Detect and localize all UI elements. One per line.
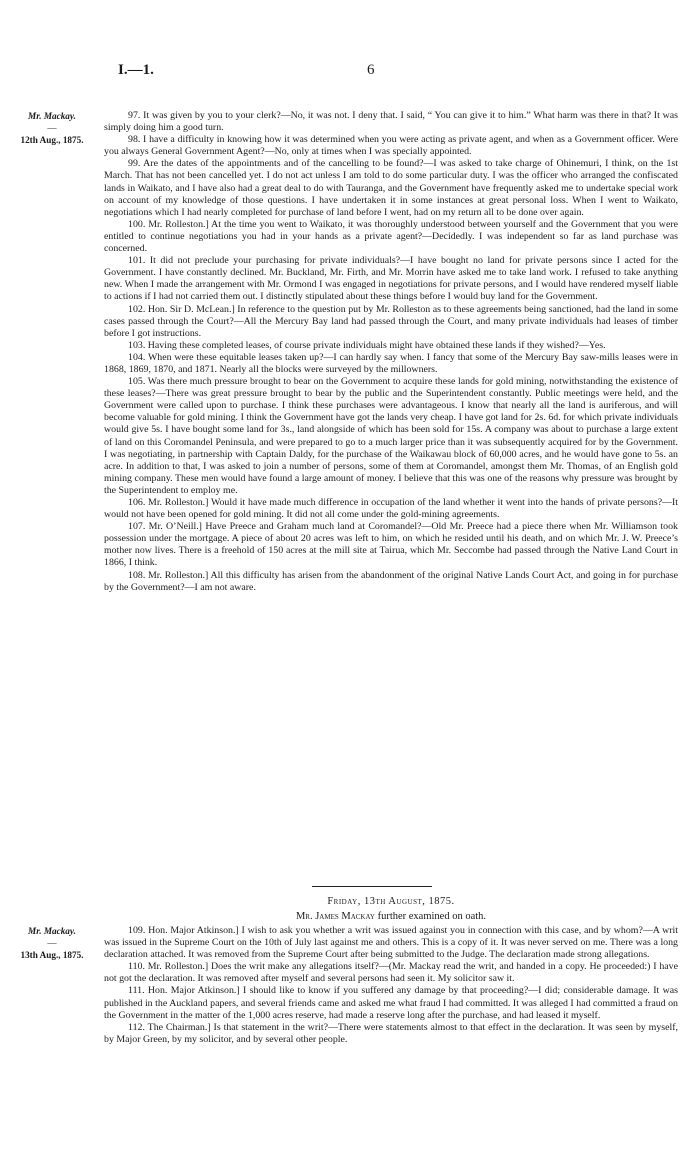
margin-note	[4, 110, 100, 146]
evidence-section-12-aug	[20, 110, 678, 594]
margin-witness: Mr. Mackay.	[28, 111, 76, 121]
question-97: 97. It was given by you to your clerk?—No, it was not. I deny that. I said, “ You can give it to him.” What harm was there in that? It was simply doing him a good turn.	[104, 110, 678, 134]
question-105: 105. Was there much pressure brought to bear on the Government to acquire these lands for gold mining, notwithstanding the existence of these leases?—There was great pressure brought to bear by the public and the Superintendent constantly. Public meetings were held, and the Government were called upon to purchase. I think these purchases were advantageous. I know that nearly all the land is auriferous, and will become valuable for gold mining. I think the Government have got the lands very cheap. I have got land for 2s. 6d. for which private individuals would give 5s. I have bought some land for 3s., land alongside of which has been sold for 15s. A company was about to purchase a large extent of land on this Coromandel Peninsula, and were prepared to go to a much larger price than it was subsequently acquired for by the Government. I was negotiating, in partnership with Captain Daldy, for the purchase of the Waikawau block of 60,000 acres, and he would have gone to 5s. an acre. In addition to that, I was asked to join a number of persons, some of them at Coromandel, amongst them Mr. Thomas, of an English gold mining company. These men would have found a large amount of money. I believe that this was one of the reasons why pressure was brought by the Superintendent to employ me.	[104, 376, 678, 496]
section-divider	[312, 886, 432, 887]
question-103: 103. Having these completed leases, of course private individuals might have obtained these lands if they wished?—Yes.	[128, 339, 606, 351]
question-112: 112. The Chairman.] Is that statement in the writ?—There were statements almost to that effect in the declaration. It was seen by myself, by Major Green, by my solicitor, and by several other people.	[104, 1021, 678, 1045]
section-body	[104, 925, 678, 1046]
paper-reference: I.—1.	[118, 62, 154, 78]
margin-note	[4, 925, 100, 961]
question-106: 106. Mr. Rolleston.] Would it have made much difference in occupation of the land whether it went into the hands of private persons?—It would not have been opened for gold mining. It did not all come under the gold-mining agreements.	[104, 497, 678, 521]
question-111: 111. Hon. Major Atkinson.] I should like to know if you suffered any damage by that proceeding?—I did; considerable damage. It was published in the Auckland papers, and several friends came and asked me what fraud I had committed. It was alleged I had committed a fraud on the Government in the matter of the 1,000 acres reserve, had made a reserve long after the purchase, and had leased it myself.	[104, 985, 678, 1021]
question-100: 100. Mr. Rolleston.] At the time you went to Waikato, it was thoroughly understood between yourself and the Government that you were entitled to continue negotiations you had in your hands as a private agent?—Decidedly. I was independent so far as land purchase was concerned.	[104, 218, 678, 255]
question-104: 104. When were these equitable leases taken up?—I can hardly say when. I fancy that some of the Mercury Bay saw-mills leases were in 1868, 1869, 1870, and 1871. Nearly all the blocks were surveyed by the millowners.	[104, 351, 678, 375]
session-date-heading: Friday, 13th August, 1875.	[327, 896, 455, 907]
section-body	[104, 110, 678, 594]
margin-witness: Mr. Mackay.	[28, 926, 76, 936]
page-header	[118, 62, 588, 82]
evidence-section-13-aug	[20, 911, 678, 1045]
witness-name: Mr. James Mackay	[295, 911, 375, 922]
question-99: 99. Are the dates of the appointments and of the cancelling to be found?—I was asked to take charge of Ohinemuri, I think, on the 1st March. That has not been cancelled yet. I do not act unless I am told to do some particular duty. I was the officer who arranged the confiscated lands in Waikato, and I have also had a great deal to do with Tauranga, and the Government have frequently asked me to undertake special work on account of my knowledge of those questions. I have undertaken it in some instances at great personal loss. When I went to Waikato, negotiations which I had nearly completed for purchase of land before I went, had on my return all to be done over again.	[104, 158, 678, 218]
question-98: 98. I have a difficulty in knowing how it was determined when you were acting as private agent, and when as a Government officer. Were you always General Government Agent?—No, only at times when I was specially appointed.	[104, 134, 678, 158]
margin-dash: —	[47, 938, 57, 948]
question-107: 107. Mr. O’Neill.] Have Preece and Graham much land at Coromandel?—Old Mr. Preece had a piece there when Mr. Williamson took possession under the mortgage. A piece of about 20 acres was left to him, on which he resided until his death, and on which Mr. J. W. Preece’s mother now lives. There is a freehold of 150 acres at the mill site at Tairua, which Mr. Seccombe had passed through the Native Land Court in 1866, I think.	[104, 521, 678, 569]
margin-dash: —	[47, 123, 57, 133]
question-102: 102. Hon. Sir D. McLean.] In reference to the question put by Mr. Rolleston as to these agreements being sanctioned, had the land in some cases passed through the Court?—All the Mercury Bay land had passed through the Court, and many private individuals had leases of timber before I got instructions.	[104, 303, 678, 339]
margin-date: 12th Aug., 1875.	[20, 135, 84, 145]
question-101: 101. It did not preclude your purchasing for private individuals?—I have bought no land for private persons since I acted for the Government. I have constantly declined. Mr. Buckland, Mr. Firth, and Mr. Morrin have asked me to take land work. I refused to take anything new. When I made the arrangement with Mr. Ormond I was engaged in negotiations for private persons, and I would have rendered myself liable to actions if I had not carried them out. I distinctly stipulated about these things before I would buy land for the Government.	[104, 255, 678, 303]
question-108: 108. Mr. Rolleston.] All this difficulty has arisen from the abandonment of the original Native Lands Court Act, and going in for purchase by the Government?—I am not aware.	[104, 569, 678, 593]
question-110: 110. Mr. Rolleston.] Does the writ make any allegations itself?—(Mr. Mackay read the writ, and handed in a copy. He proceeded:) I have not got the declaration. It was removed after myself and several persons had seen it. My solicitor saw it.	[104, 961, 678, 985]
page-number: 6	[367, 62, 375, 78]
witness-heading-text: further examined on oath.	[374, 911, 487, 922]
margin-date: 13th Aug., 1875.	[20, 950, 84, 960]
question-109: 109. Hon. Major Atkinson.] I wish to ask you whether a writ was issued against you in connection with this case, and by whom?—A writ was issued in the Supreme Court on the 10th of July last against me and others. This is a copy of it. It was never served on me. There was a long declaration attached. It was removed from the Supreme Court after being submitted to the Judge. The declaration made strong allegations.	[104, 925, 678, 961]
